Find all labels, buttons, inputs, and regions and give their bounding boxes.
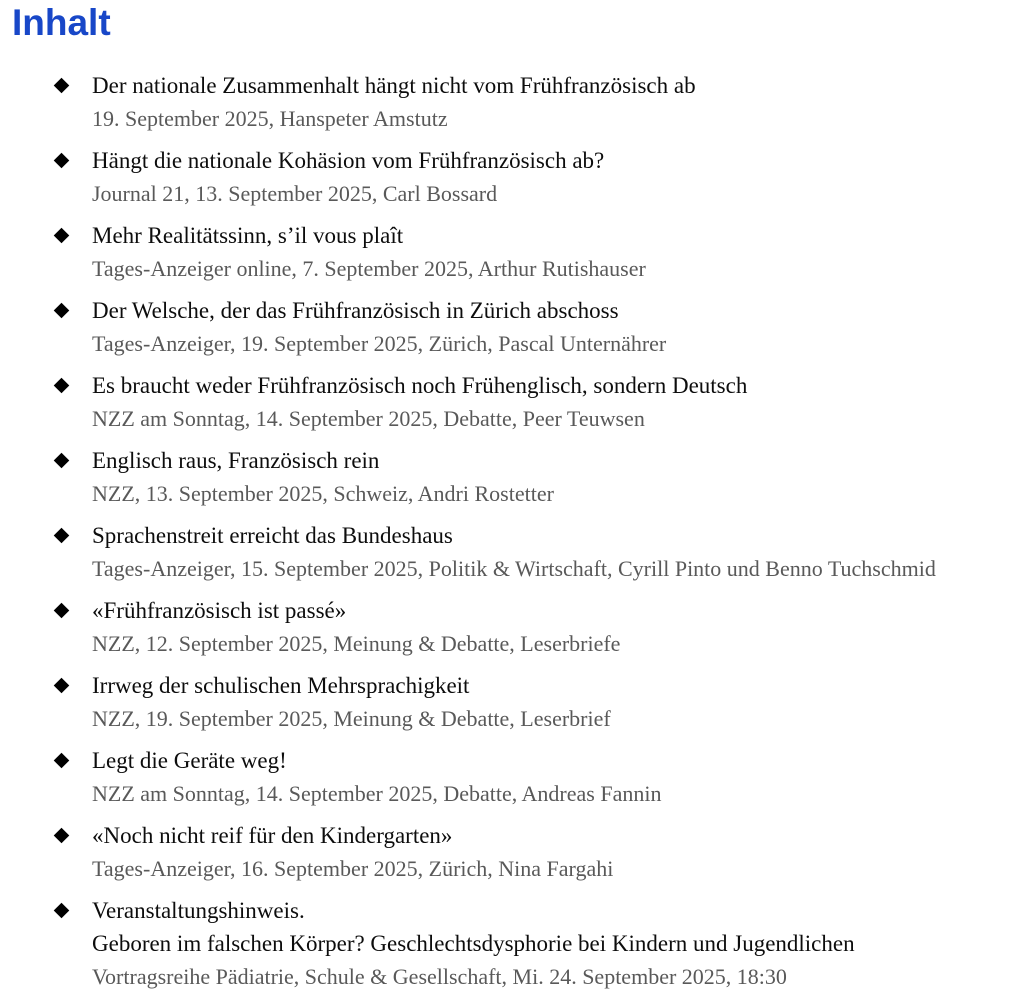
- item-title-line: Irrweg der schulischen Mehrsprachigkeit: [92, 673, 470, 698]
- diamond-bullet-icon: [54, 444, 92, 477]
- item-meta: Tages-Anzeiger, 19. September 2025, Zürich, Pascal Unternährer: [92, 331, 667, 356]
- diamond-bullet-icon: [54, 69, 92, 102]
- diamond-bullet-icon: [54, 369, 92, 402]
- toc-entry-text: [92, 819, 613, 885]
- toc-item: [0, 894, 1024, 993]
- toc-entry-text: [92, 744, 661, 810]
- item-meta: NZZ am Sonntag, 14. September 2025, Debatte, Andreas Fannin: [92, 781, 662, 806]
- toc-item: [0, 69, 1024, 135]
- toc-item: [0, 594, 1024, 660]
- diamond-bullet-icon: [54, 144, 92, 177]
- toc-entry-text: [92, 294, 666, 360]
- item-title: [92, 894, 855, 960]
- item-meta: Journal 21, 13. September 2025, Carl Bossard: [92, 181, 498, 206]
- toc-entry-text: [92, 444, 554, 510]
- item-title: [92, 819, 613, 852]
- toc-entry-text: [92, 144, 604, 210]
- item-title: [92, 69, 696, 102]
- toc-entry-text: [92, 594, 620, 660]
- diamond-shape: [54, 378, 70, 394]
- item-meta: Tages-Anzeiger, 16. September 2025, Zürich, Nina Fargahi: [92, 856, 614, 881]
- item-meta: NZZ, 13. September 2025, Schweiz, Andri Rostetter: [92, 481, 554, 506]
- item-meta: 19. September 2025, Hanspeter Amstutz: [92, 106, 448, 131]
- toc-item: [0, 519, 1024, 585]
- item-title: [92, 144, 604, 177]
- diamond-shape: [54, 153, 70, 169]
- item-title-line: Sprachenstreit erreicht das Bundeshaus: [92, 523, 453, 548]
- toc-item: [0, 444, 1024, 510]
- diamond-shape: [54, 303, 70, 319]
- toc-entry-text: [92, 519, 936, 585]
- diamond-shape: [54, 453, 70, 469]
- item-title-line: Mehr Realitätssinn, s’il vous plaît: [92, 223, 404, 248]
- item-title-line: Der nationale Zusammenhalt hängt nicht vom Frühfranzösisch ab: [92, 73, 696, 98]
- diamond-bullet-icon: [54, 219, 92, 252]
- toc-item: [0, 669, 1024, 735]
- item-title: [92, 519, 936, 552]
- diamond-shape: [54, 903, 70, 919]
- toc-entry-text: [92, 69, 696, 135]
- diamond-bullet-icon: [54, 594, 92, 627]
- item-title: [92, 669, 611, 702]
- item-title: [92, 219, 646, 252]
- toc-entry-text: [92, 369, 747, 435]
- item-title: [92, 744, 661, 777]
- item-title-line: Geboren im falschen Körper? Geschlechtsdysphorie bei Kindern und Jugendlichen: [92, 931, 855, 956]
- toc-entry-text: [92, 219, 646, 285]
- page-title: Inhalt: [12, 2, 111, 43]
- item-title: [92, 369, 747, 402]
- toc-item: [0, 219, 1024, 285]
- item-title-line: Legt die Geräte weg!: [92, 748, 287, 773]
- diamond-shape: [54, 603, 70, 619]
- item-title: [92, 294, 666, 327]
- item-meta: NZZ am Sonntag, 14. September 2025, Debatte, Peer Teuwsen: [92, 406, 645, 431]
- item-title-line: Der Welsche, der das Frühfranzösisch in Zürich abschoss: [92, 298, 619, 323]
- item-meta: Vortragsreihe Pädiatrie, Schule & Gesellschaft, Mi. 24. September 2025, 18:30: [92, 964, 787, 989]
- diamond-shape: [54, 228, 70, 244]
- toc-entry-text: [92, 669, 611, 735]
- item-title: [92, 594, 620, 627]
- toc-item: [0, 144, 1024, 210]
- diamond-shape: [54, 678, 70, 694]
- diamond-shape: [54, 828, 70, 844]
- diamond-bullet-icon: [54, 294, 92, 327]
- diamond-bullet-icon: [54, 669, 92, 702]
- toc-entry-text: [92, 894, 855, 993]
- item-meta: NZZ, 12. September 2025, Meinung & Debatte, Leserbriefe: [92, 631, 621, 656]
- diamond-shape: [54, 528, 70, 544]
- item-meta: Tages-Anzeiger, 15. September 2025, Politik & Wirtschaft, Cyrill Pinto und Benno Tuchschmid: [92, 556, 936, 581]
- item-title: [92, 444, 554, 477]
- item-meta: Tages-Anzeiger online, 7. September 2025, Arthur Rutishauser: [92, 256, 646, 281]
- diamond-bullet-icon: [54, 819, 92, 852]
- toc-item: [0, 744, 1024, 810]
- toc-item: [0, 819, 1024, 885]
- item-title-line: Hängt die nationale Kohäsion vom Frühfranzösisch ab?: [92, 148, 605, 173]
- toc-list: [0, 69, 1024, 993]
- toc-item: [0, 294, 1024, 360]
- toc-item: [0, 369, 1024, 435]
- item-meta: NZZ, 19. September 2025, Meinung & Debatte, Leserbrief: [92, 706, 611, 731]
- diamond-bullet-icon: [54, 894, 92, 927]
- item-title-line: «Frühfranzösisch ist passé»: [92, 598, 347, 623]
- diamond-shape: [54, 753, 70, 769]
- item-title-line: Es braucht weder Frühfranzösisch noch Frühenglisch, sondern Deutsch: [92, 373, 748, 398]
- diamond-bullet-icon: [54, 744, 92, 777]
- item-title-line: Englisch raus, Französisch rein: [92, 448, 380, 473]
- item-title-line: «Noch nicht reif für den Kindergarten»: [92, 823, 453, 848]
- diamond-bullet-icon: [54, 519, 92, 552]
- item-title-line: Veranstaltungshinweis.: [92, 898, 305, 923]
- diamond-shape: [54, 78, 70, 94]
